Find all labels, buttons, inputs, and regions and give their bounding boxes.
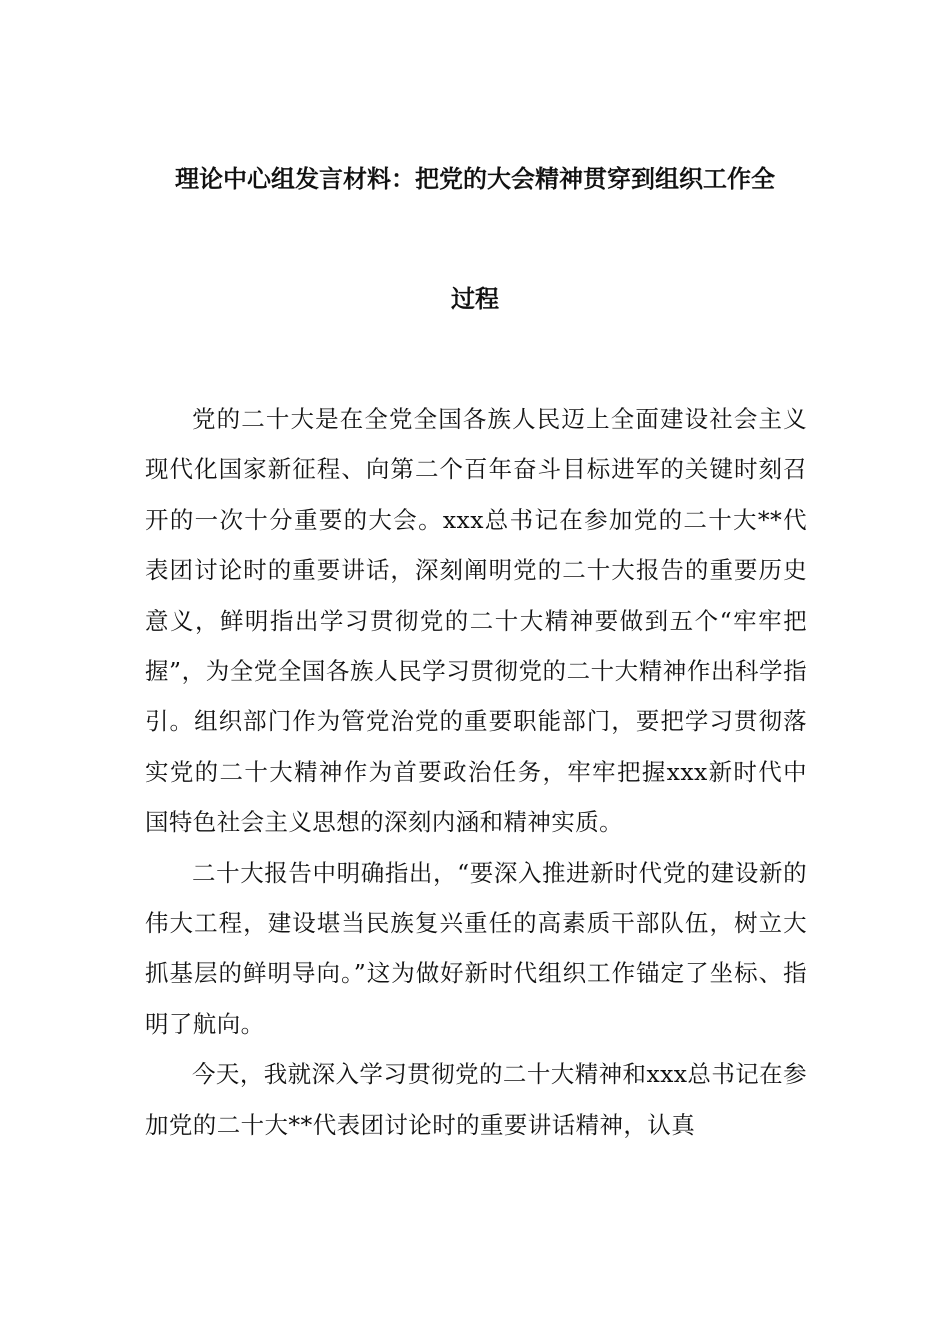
paragraph-1: 党的二十大是在全党全国各族人民迈上全面建设社会主义现代化国家新征程、向第二个百年奋斗目标进军的关键时刻召开的一次十分重要的大会。xxx总书记在参加党的二十大**代表团讨论时的重要讲话，深刻阐明党的二十大报告的重要历史意义，鲜明指出学习贯彻党的二十大精神要做到五个“牢牢把握”，为全党全国各族人民学习贯彻党的二十大精神作出科学指引。组织部门作为管党治党的重要职能部门，要把学习贯彻落实党的二十大精神作为首要政治任务，牢牢把握xxx新时代中国特色社会主义思想的深刻内涵和精神实质。 bbox=[145, 405, 807, 837]
document-title-line-1: 理论中心组发言材料：把党的大会精神贯穿到组织工作全 bbox=[175, 165, 775, 193]
paragraph-3: 今天，我就深入学习贯彻党的二十大精神和xxx总书记在参加党的二十大**代表团讨论时的重要讲话精神，认真 bbox=[145, 1060, 807, 1139]
paragraph-2: 二十大报告中明确指出，“要深入推进新时代党的建设新的伟大工程，建设堪当民族复兴重任的高素质干部队伍，树立大抓基层的鲜明导向。”这为做好新时代组织工作锚定了坐标、指明了航向。 bbox=[145, 858, 807, 1038]
document-title-line-2: 过程 bbox=[451, 285, 499, 313]
document-body bbox=[145, 394, 807, 1150]
